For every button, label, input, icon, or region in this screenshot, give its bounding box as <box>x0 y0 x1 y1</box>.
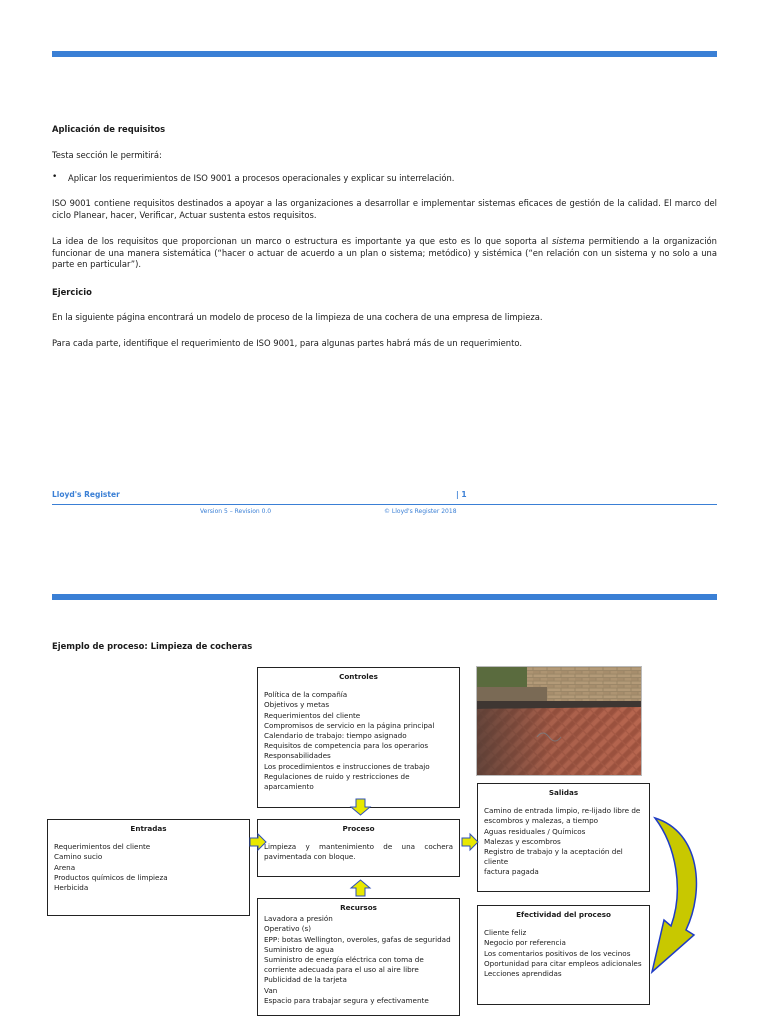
salidas-title: Salidas <box>548 788 579 797</box>
footer-rule <box>52 504 717 505</box>
list-item: Camino sucio <box>54 852 103 862</box>
section-title: Aplicación de requisitos <box>52 124 166 134</box>
list-item: Requerimientos del cliente <box>54 842 151 852</box>
arrow-right-icon <box>462 834 478 850</box>
list-item: Los procedimientos e instrucciones de trabajo <box>264 761 430 771</box>
paragraph-iso: ISO 9001 contiene requisitos destinados a apoyar a las organizaciones a desarrollar e implementar sistemas eficaces de gestión de la calidad. El marco del ciclo Planear, hacer, Verificar, Actuar sustenta estos requisitos. <box>52 198 717 220</box>
list-item: Malezas y escombros <box>484 836 561 846</box>
intro-text: Testa sección le permitirá: <box>52 150 162 160</box>
list-item: Suministro de agua <box>264 944 334 954</box>
list-item: Productos químicos de limpieza <box>54 872 168 882</box>
arrow-down-icon <box>351 799 370 815</box>
list-item: Lavadora a presión <box>264 914 333 924</box>
list-item: Lecciones aprendidas <box>484 969 562 979</box>
paragraph-system-b: permitiendo a la organización funcionar de una manera sistemática (“hacer o actuar de acuerdo a un plan o sistema; metódico) y sistémica (“en relación con un sistema y no solo a una parte en particular”). <box>52 236 717 269</box>
entradas-title: Entradas <box>130 824 167 833</box>
list-item: Requisitos de competencia para los operarios <box>264 741 429 751</box>
list-item: Registro de trabajo y la aceptación del cliente <box>484 847 623 867</box>
exercise-text-1: En la siguiente página encontrará un modelo de proceso de la limpieza de una cochera de una empresa de limpieza. <box>52 312 543 322</box>
page-two <box>0 560 768 1024</box>
recursos-title: Recursos <box>340 903 377 912</box>
list-item: Herbicida <box>54 883 89 893</box>
controles-title: Controles <box>339 672 378 681</box>
list-item: Operativo (s) <box>264 924 312 934</box>
header-rule <box>52 51 717 57</box>
list-item: Negocio por referencia <box>484 938 566 948</box>
proceso-text: Limpieza y mantenimiento de una cochera pavimentada con bloque. <box>264 842 453 862</box>
list-item: Arena <box>54 862 76 872</box>
list-item: Calendario de trabajo: tiempo asignado <box>264 731 407 741</box>
list-item: Espacio para trabajar segura y efectivamente <box>264 995 429 1005</box>
flow-arrows <box>0 560 768 1024</box>
list-item: EPP: botas Wellington, overoles, gafas de seguridad <box>264 934 451 944</box>
paragraph-system-em: sistema <box>552 236 585 246</box>
list-item: Responsabilidades <box>264 751 331 761</box>
list-item: Requerimientos del cliente <box>264 710 361 720</box>
bullet-dot-icon: • <box>52 172 58 182</box>
list-item: Cliente feliz <box>484 928 527 938</box>
footer-brand: Lloyd's Register <box>52 490 120 499</box>
paragraph-system-a: La idea de los requisitos que proporcionan un marco o estructura es importante ya que esto es lo que soporta al <box>52 236 553 246</box>
proceso-title: Proceso <box>342 824 375 833</box>
list-item: Publicidad de la tarjeta <box>264 975 347 985</box>
arrow-up-icon <box>351 880 370 896</box>
list-item: Aguas residuales / Químicos <box>484 826 586 836</box>
list-item: Suministro de energía eléctrica con toma de corriente adecuada para el uso al aire libre <box>264 955 424 975</box>
paragraph-system <box>52 236 717 271</box>
footer-page-number: | 1 <box>456 490 467 499</box>
list-item: Compromisos de servicio en la página principal <box>264 720 435 730</box>
list-item: Los comentarios positivos de los vecinos <box>484 948 631 958</box>
list-item: Van <box>264 985 278 995</box>
bullet-text: Aplicar los requerimientos de ISO 9001 a procesos operacionales y explicar su interrelación. <box>68 173 455 183</box>
list-item: Política de la compañía <box>264 690 348 700</box>
list-item: Regulaciones de ruido y restricciones de aparcamiento <box>264 771 410 792</box>
footer-copyright: © Lloyd's Register 2018 <box>384 508 457 515</box>
diagram-title: Ejemplo de proceso: Limpieza de cocheras <box>52 641 253 651</box>
efectividad-title: Efectividad del proceso <box>516 910 611 919</box>
exercise-title: Ejercicio <box>52 287 92 297</box>
footer-version: Version 5 – Revision 0.0 <box>200 508 272 515</box>
list-item: Oportunidad para citar empleos adicionales <box>484 958 642 968</box>
arrow-right-icon <box>250 834 266 850</box>
curved-arrow-icon <box>652 818 696 972</box>
list-item: Camino de entrada limpio, re-lijado libre de escombros y malezas, a tiempo <box>484 806 641 826</box>
list-item: Objetivos y metas <box>264 700 330 710</box>
exercise-text-2: Para cada parte, identifique el requerimiento de ISO 9001, para algunas partes habrá más de un requerimiento. <box>52 338 523 348</box>
list-item: factura pagada <box>484 867 539 877</box>
